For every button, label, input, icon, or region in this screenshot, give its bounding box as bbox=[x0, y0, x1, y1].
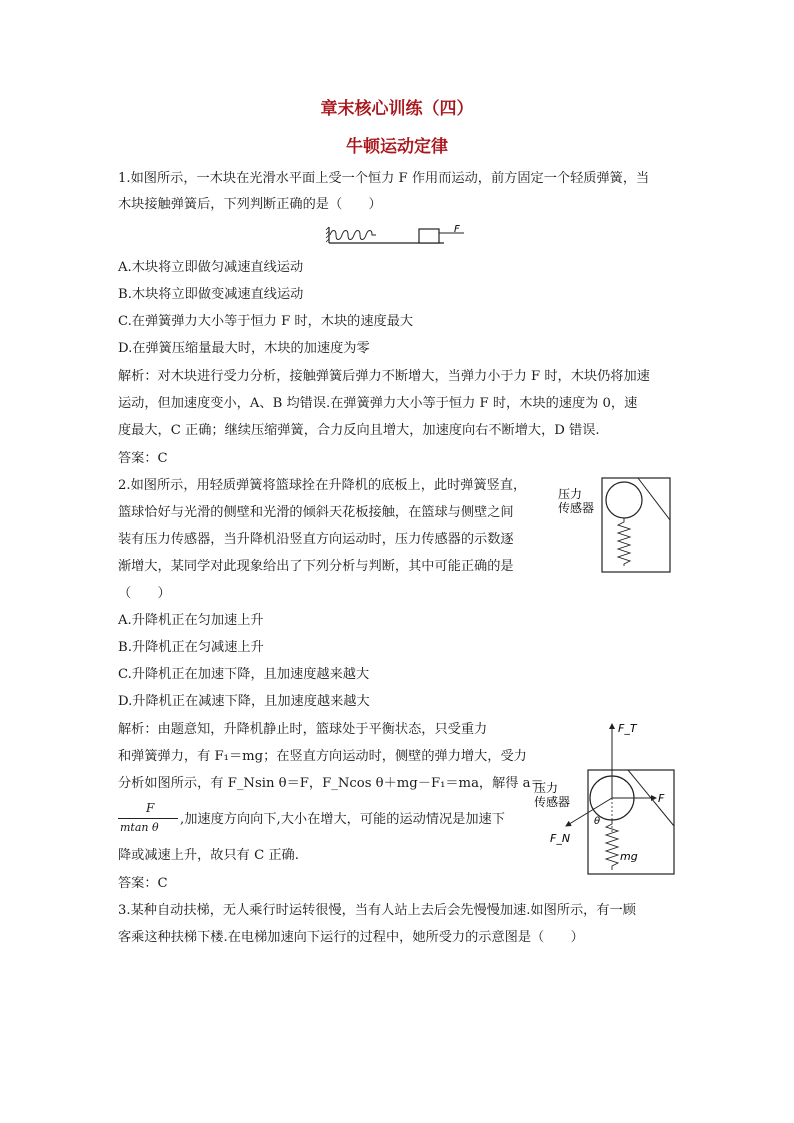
q2-stem-line2: 篮球恰好与光滑的侧壁和光滑的倾斜天花板接触，在篮球与侧壁之间 bbox=[118, 505, 514, 520]
q2-force-diagram bbox=[532, 718, 676, 878]
q2-fraction-numerator: F bbox=[146, 801, 155, 815]
q2-angle-label: θ bbox=[594, 816, 601, 827]
q2-stem-line4: 渐增大，某同学对此现象给出了下列分析与判断，其中可能正确的是 bbox=[118, 559, 514, 574]
q2-analysis-line3: 分析如图所示，有 F_Nsin θ＝F，F_Ncos θ＋mg－F₁＝ma，解得 a＝ bbox=[118, 776, 544, 791]
q2-analysis-line1: 解析：由题意知，升降机静止时，篮球处于平衡状态，只受重力 bbox=[118, 722, 488, 737]
q2-option-d: D.升降机正在减速下降，且加速度越来越大 bbox=[118, 694, 370, 709]
q2-force-diagram-sensor-line2: 传感器 bbox=[534, 795, 571, 809]
q2-option-b: B.升降机正在匀减速上升 bbox=[118, 640, 264, 655]
q2-analysis-line5: 降或减速上升，故只有 C 正确. bbox=[118, 848, 299, 863]
q2-stem-line5: （ ） bbox=[118, 586, 171, 601]
q2-sensor-label-line2: 传感器 bbox=[558, 501, 595, 515]
q2-fraction-denominator: mtan θ bbox=[120, 821, 159, 834]
q2-stem-line1: 2.如图所示，用轻质弹簧将篮球拴在升降机的底板上，此时弹簧竖直， bbox=[118, 478, 527, 493]
q2-option-a: A.升降机正在匀加速上升 bbox=[118, 613, 264, 628]
q1-spring-block-figure bbox=[326, 221, 460, 247]
q2-weight-label: mg bbox=[620, 850, 638, 863]
q1-force-label: F bbox=[454, 224, 460, 235]
q2-elevator-figure bbox=[556, 476, 676, 574]
q1-stem-line2: 木块接触弹簧后，下列判断正确的是（ ） bbox=[118, 197, 382, 212]
q1-analysis-line2: 运动，但加速度变小，A、B 均错误.在弹簧弹力大小等于恒力 F 时，木块的速度为 0，速 bbox=[118, 396, 638, 411]
q2-fraction-bar bbox=[118, 818, 178, 819]
q2-stem-line3: 装有压力传感器，当升降机沿竖直方向运动时，压力传感器的示数逐 bbox=[118, 532, 514, 547]
q2-force-right-label: F bbox=[658, 792, 665, 805]
q1-stem-line1: 1.如图所示，一木块在光滑水平面上受一个恒力 F 作用而运动，前方固定一个轻质弹簧，当 bbox=[118, 171, 650, 186]
q3-stem-line1: 3.某种自动扶梯，无人乘行时运转很慢，当有人站上去后会先慢慢加速.如图所示，有一顾 bbox=[118, 903, 636, 918]
q1-answer: 答案：C bbox=[118, 451, 168, 466]
q1-option-a: A.木块将立即做匀减速直线运动 bbox=[118, 260, 304, 275]
q2-force-diagram-sensor-line1: 压力 bbox=[534, 781, 559, 795]
q2-answer: 答案：C bbox=[118, 876, 168, 891]
q2-analysis-line4: ,加速度方向向下,大小在增大，可能的运动情况是加速下 bbox=[180, 812, 505, 827]
q2-force-up-label: F_T bbox=[618, 722, 637, 735]
q1-option-c: C.在弹簧弹力大小等于恒力 F 时，木块的速度最大 bbox=[118, 314, 414, 329]
q2-option-c: C.升降机正在加速下降，且加速度越来越大 bbox=[118, 667, 370, 682]
q1-analysis-line1: 解析：对木块进行受力分析，接触弹簧后弹力不断增大，当弹力小于力 F 时，木块仍将加速 bbox=[118, 369, 650, 384]
q1-option-b: B.木块将立即做变减速直线运动 bbox=[118, 287, 304, 302]
q3-stem-line2: 客乘这种扶梯下楼.在电梯加速向下运行的过程中，她所受力的示意图是（ ） bbox=[118, 930, 584, 945]
q2-force-normal-label: F_N bbox=[550, 832, 571, 845]
page-title: 章末核心训练（四） bbox=[320, 99, 474, 119]
q1-option-d: D.在弹簧压缩量最大时，木块的加速度为零 bbox=[118, 341, 370, 356]
q2-sensor-label-line1: 压力 bbox=[558, 487, 583, 501]
q2-analysis-line2: 和弹簧弹力，有 F₁＝mg；在竖直方向运动时，侧壁的弹力增大，受力 bbox=[118, 749, 527, 764]
page-subtitle: 牛顿运动定律 bbox=[346, 137, 448, 157]
q1-analysis-line3: 度最大，C 正确；继续压缩弹簧，合力反向且增大，加速度向右不断增大，D 错误. bbox=[118, 423, 600, 438]
